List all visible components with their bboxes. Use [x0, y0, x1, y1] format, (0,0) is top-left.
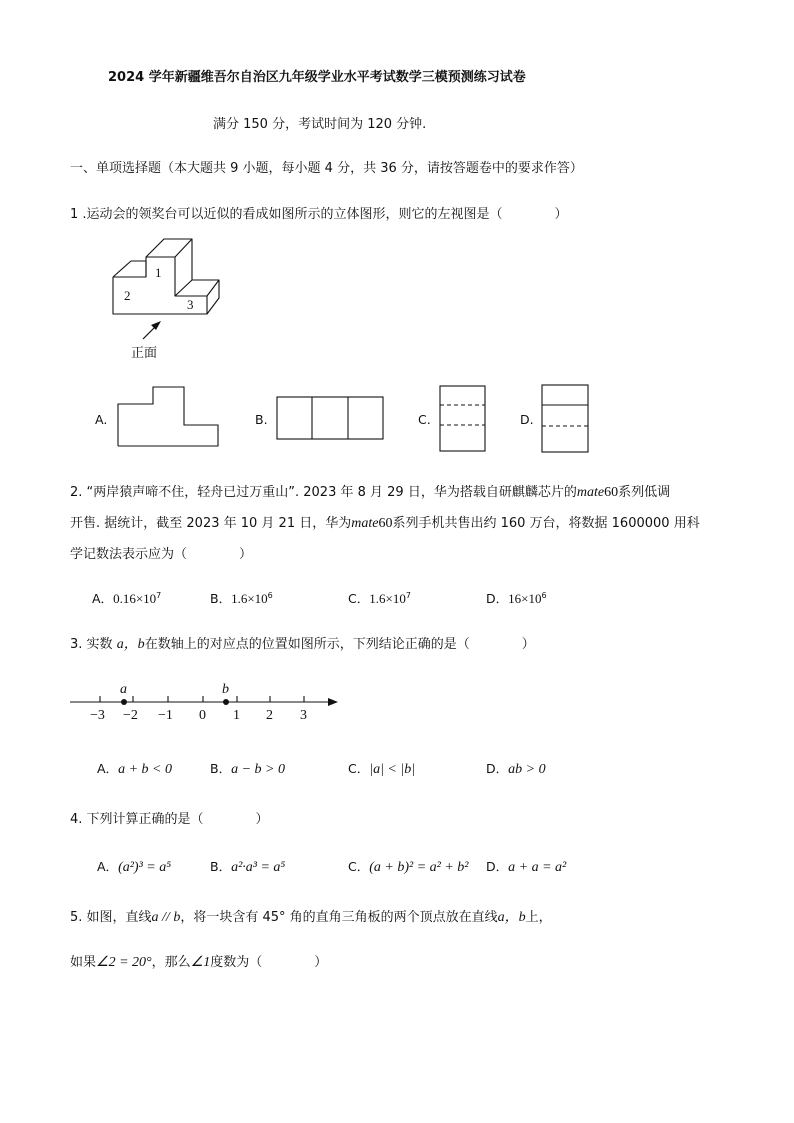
podium-label-2: 2: [124, 288, 131, 303]
point-b-label: b: [222, 682, 229, 697]
tick-label: 1: [233, 708, 240, 723]
exam-title: 2024 学年新疆维吾尔自治区九年级学业水平考试数学三模预测练习试卷: [108, 70, 526, 85]
q2-option-c[interactable]: C．$1.6\times 10^7$: [348, 590, 411, 606]
q4-option-b[interactable]: B．a²·a³ = a⁵: [210, 859, 286, 875]
q4-option-c[interactable]: C．(a + b)² = a² + b²: [348, 859, 469, 875]
q3-stem: 3. 实数 a，b在数轴上的对应点的位置如图所示，下列结论正确的是（ ）: [70, 637, 535, 652]
q1-option-c-label[interactable]: C.: [418, 412, 431, 427]
tick-label: 3: [300, 708, 307, 723]
q2-line2: 开售. 据统计，截至 2023 年 10 月 21 日，华为mate60系列手机共售出约 160 万台，将数据 1600000 用科: [70, 516, 700, 531]
point-a-label: a: [120, 682, 127, 697]
tick-label: 0: [199, 708, 206, 723]
q2-option-b[interactable]: B．$1.6\times 10^6$: [210, 590, 273, 606]
tick-label: −2: [123, 708, 138, 723]
q2-option-d[interactable]: D．$16\times 10^6$: [486, 590, 547, 606]
podium-label-1: 1: [155, 265, 162, 280]
q4-option-d[interactable]: D．a + a = a²: [486, 859, 567, 875]
section-heading: 一、单项选择题（本大题共 9 小题，每小题 4 分，共 36 分，请按答题卷中的要求作答）: [70, 161, 583, 176]
tick-label: −3: [90, 708, 105, 723]
q2-line1: 2. “两岸猿声啼不住，轻舟已过万重山”. 2023 年 8 月 29 日，华为搭载自研麒麟芯片的mate60系列低调: [70, 485, 671, 500]
podium-label-3: 3: [187, 297, 194, 312]
point-b-dot: [223, 699, 229, 705]
q1-option-a-label[interactable]: A.: [95, 412, 108, 427]
q2-option-a[interactable]: A．$0.16\times 10^7$: [92, 590, 162, 606]
q4-stem: 4. 下列计算正确的是（ ）: [70, 812, 269, 827]
q1-option-b-label[interactable]: B.: [255, 412, 268, 427]
q5-line2: 如果∠2 = 20°，那么∠1度数为（ ）: [70, 955, 328, 970]
tick-label: 2: [266, 708, 273, 723]
score-line: 满分 150 分，考试时间为 120 分钟.: [213, 117, 427, 132]
tick-label: −1: [158, 708, 173, 723]
q1-option-d-label[interactable]: D.: [520, 412, 534, 427]
q4-option-a[interactable]: A．(a²)³ = a⁵: [97, 859, 172, 875]
q3-option-b[interactable]: B．a − b > 0: [210, 761, 285, 777]
q3-option-d[interactable]: D．ab > 0: [486, 761, 546, 777]
q3-option-a[interactable]: A．a + b < 0: [97, 761, 172, 777]
q1-stem: 1 .运动会的领奖台可以近似的看成如图所示的立体图形，则它的左视图是（ ）: [70, 207, 568, 222]
q3-option-c[interactable]: C．|a| < |b|: [348, 761, 416, 777]
point-a-dot: [121, 699, 127, 705]
front-label: 正面: [131, 346, 158, 361]
q5-line1: 5. 如图，直线a // b，将一块含有 45° 角的直角三角板的两个顶点放在直线a，b上，: [70, 910, 552, 925]
q2-line3: 学记数法表示应为（ ）: [70, 547, 253, 562]
